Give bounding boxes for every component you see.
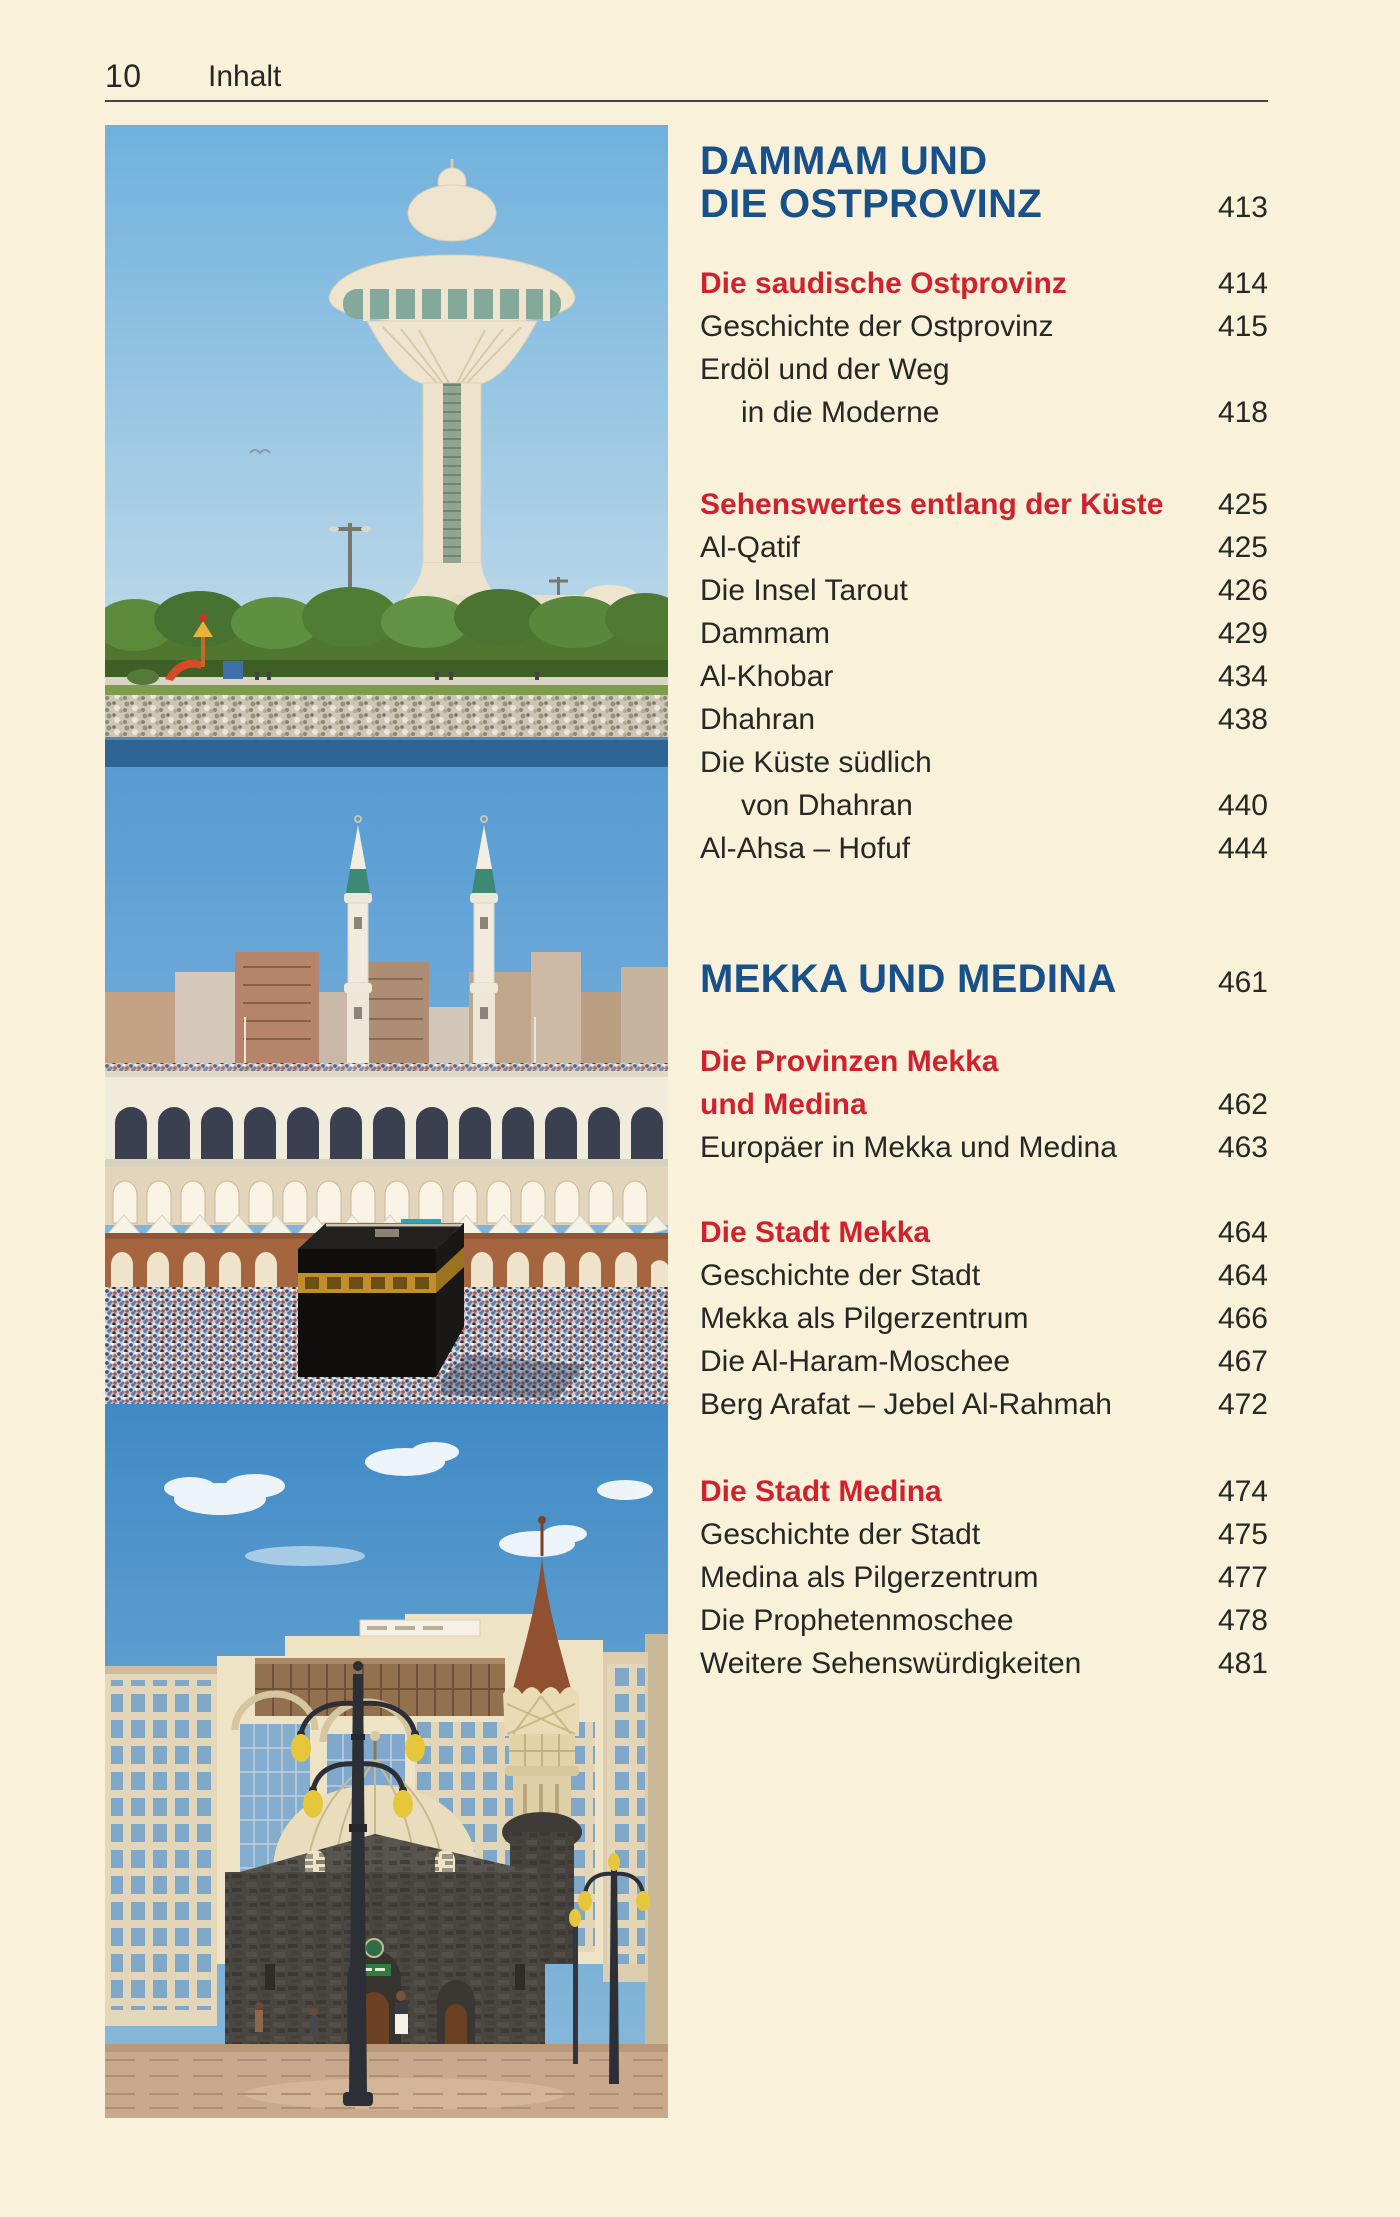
toc-entry-title: in die Moderne: [741, 396, 940, 429]
toc-chapter-row: [700, 140, 1268, 183]
toc-entry-title: Berg Arafat – Jebel Al-Rahmah: [700, 1388, 1112, 1421]
toc-entry-title: Medina als Pilgerzentrum: [700, 1561, 1039, 1594]
toc-entry-title: Die Insel Tarout: [700, 574, 908, 607]
toc: [700, 125, 1268, 1685]
photo-medina-stone-mosque: [105, 1404, 668, 2118]
toc-entry-row: [700, 612, 1268, 655]
toc-entry-title: Geschichte der Stadt: [700, 1259, 981, 1292]
toc-page-number: 413: [1217, 191, 1268, 224]
toc-entry-title: Erdöl und der Weg: [700, 353, 950, 386]
toc-entry-row: [700, 784, 1268, 827]
toc-entry-row: [700, 1040, 1268, 1083]
toc-entry-row: [700, 569, 1268, 612]
toc-entry-row: [700, 1470, 1268, 1513]
page-section-label: Inhalt: [208, 60, 282, 93]
toc-entry-title: Die Prophetenmoschee: [700, 1604, 1014, 1637]
photo-mekka-kaaba-art: [105, 767, 668, 1404]
toc-entry-row: [700, 741, 1268, 784]
toc-page-number: 434: [1217, 660, 1268, 693]
toc-page-number: 414: [1217, 267, 1268, 300]
toc-entry-title: Dhahran: [700, 703, 816, 736]
toc-page-number: 461: [1217, 966, 1268, 999]
toc-page-number: 472: [1217, 1388, 1268, 1421]
toc-page-number: 462: [1217, 1088, 1268, 1121]
toc-entry-row: [700, 1211, 1268, 1254]
toc-entry-title: von Dhahran: [741, 789, 913, 822]
toc-entry-title: Al-Ahsa – Hofuf: [700, 832, 911, 865]
toc-chapter-row: [700, 958, 1268, 1001]
toc-entry-row: [700, 655, 1268, 698]
toc-entry-row: [700, 1126, 1268, 1169]
toc-entry-row: [700, 1254, 1268, 1297]
toc-page-number: 438: [1217, 703, 1268, 736]
toc-page-number: 425: [1217, 531, 1268, 564]
toc-entry-title: Al-Khobar: [700, 660, 834, 693]
toc-page-number: 481: [1217, 1647, 1268, 1680]
toc-entry-title: Weitere Sehenswürdigkeiten: [700, 1647, 1082, 1680]
toc-page-number: 475: [1217, 1518, 1268, 1551]
toc-entry-row: [700, 1599, 1268, 1642]
toc-page-number: 418: [1217, 396, 1268, 429]
toc-page-number: 463: [1217, 1131, 1268, 1164]
toc-entry-title: Die Stadt Mekka: [700, 1216, 931, 1249]
toc-entry-row: [700, 1556, 1268, 1599]
photo-mekka-kaaba: [105, 767, 668, 1404]
toc-page-number: 429: [1217, 617, 1268, 650]
photo-khobar-water-tower-art: [105, 125, 668, 767]
toc-page-number: 466: [1217, 1302, 1268, 1335]
toc-chapter-title: DIE OSTPROVINZ: [700, 182, 1043, 226]
toc-entry-row: [700, 348, 1268, 391]
toc-entry-row: [700, 1642, 1268, 1685]
toc-entry-title: und Medina: [700, 1088, 867, 1121]
toc-entry-row: [700, 391, 1268, 434]
toc-entry-title: Die saudische Ostprovinz: [700, 267, 1067, 300]
toc-entry-row: [700, 698, 1268, 741]
toc-entry-row: [700, 483, 1268, 526]
toc-entry-title: Die Stadt Medina: [700, 1475, 942, 1508]
toc-entry-title: Dammam: [700, 617, 831, 650]
toc-entry-title: Geschichte der Stadt: [700, 1518, 981, 1551]
toc-page-number: 464: [1217, 1216, 1268, 1249]
toc-page-number: 444: [1217, 832, 1268, 865]
toc-page-number: 467: [1217, 1345, 1268, 1378]
page-number: 10: [105, 58, 142, 94]
photo-khobar-water-tower: [105, 125, 668, 767]
toc-entry-title: Die Al-Haram-Moschee: [700, 1345, 1011, 1378]
toc-chapter-title: DAMMAM UND: [700, 139, 988, 183]
toc-page-number: 478: [1217, 1604, 1268, 1637]
toc-page-number: 464: [1217, 1259, 1268, 1292]
toc-entry-title: Die Küste südlich: [700, 746, 932, 779]
toc-entry-row: [700, 1513, 1268, 1556]
toc-page-number: 425: [1217, 488, 1268, 521]
toc-entry-row: [700, 1083, 1268, 1126]
toc-entry-row: [700, 1383, 1268, 1426]
toc-entry-title: Sehenswertes entlang der Küste: [700, 488, 1164, 521]
toc-entry-title: Europäer in Mekka und Medina: [700, 1131, 1117, 1164]
toc-entry-title: Mekka als Pilgerzentrum: [700, 1302, 1029, 1335]
toc-page-number: 474: [1217, 1475, 1268, 1508]
toc-page-number: 415: [1217, 310, 1268, 343]
toc-chapter-row: [700, 183, 1268, 226]
toc-entry-row: [700, 305, 1268, 348]
toc-page-number: 426: [1217, 574, 1268, 607]
header-rule: [105, 100, 1268, 102]
toc-entry-title: Al-Qatif: [700, 531, 801, 564]
toc-entry-row: [700, 526, 1268, 569]
toc-entry-row: [700, 262, 1268, 305]
toc-entry-title: Die Provinzen Mekka: [700, 1045, 999, 1078]
toc-entry-row: [700, 1297, 1268, 1340]
toc-entry-row: [700, 1340, 1268, 1383]
toc-entry-title: Geschichte der Ostprovinz: [700, 310, 1054, 343]
photo-medina-stone-mosque-art: [105, 1404, 668, 2118]
toc-page-number: 440: [1217, 789, 1268, 822]
toc-entry-row: [700, 827, 1268, 870]
toc-page-number: 477: [1217, 1561, 1268, 1594]
toc-chapter-title: MEKKA UND MEDINA: [700, 957, 1117, 1001]
